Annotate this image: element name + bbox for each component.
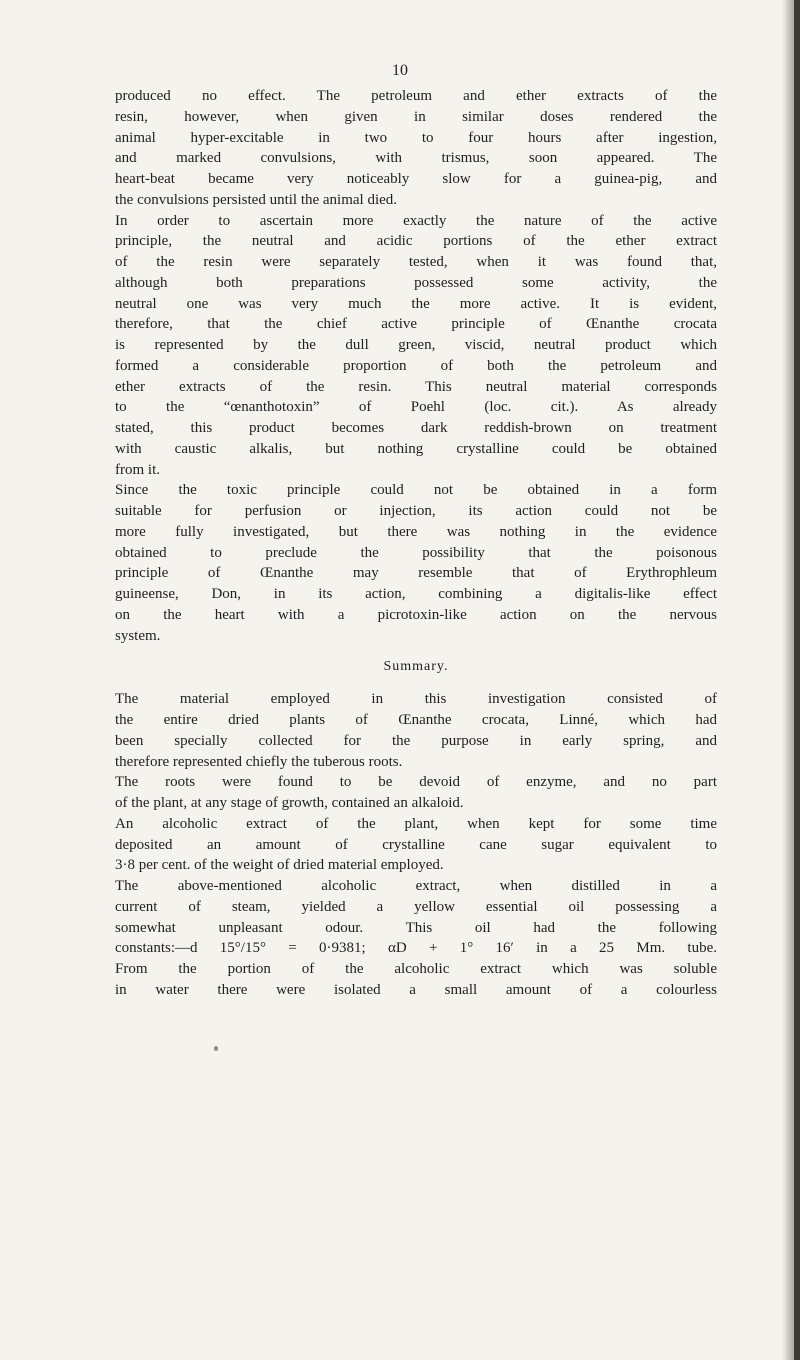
text-line: 3·8 per cent. of the weight of dried material employed.	[115, 857, 444, 874]
section-main	[115, 86, 717, 646]
text-line: deposited an amount of crystalline cane sugar equivalent to	[115, 836, 717, 853]
text-line: to the “œnanthotoxin” of Poehl (loc. cit.). As already	[115, 399, 717, 416]
text-line: heart-beat became very noticeably slow for a guinea-pig, and	[115, 171, 717, 187]
body-text	[115, 86, 717, 1001]
text-line: guineense, Don, in its action, combining a digitalis-like effect	[115, 586, 717, 602]
text-line: The above-mentioned alcoholic extract, when distilled in a	[115, 878, 717, 894]
page-number: 10	[392, 62, 408, 79]
text-line: system.	[115, 627, 161, 644]
text-line: ether extracts of the resin. This neutral material corresponds	[115, 378, 717, 395]
section-heading-summary: Summary.	[383, 659, 449, 675]
text-line: From the portion of the alcoholic extract which was soluble	[115, 961, 717, 977]
text-line: the convulsions persisted until the animal died.	[115, 191, 398, 208]
text-line: of the resin were separately tested, when it was found that,	[115, 254, 717, 270]
text-line: somewhat unpleasant odour. This oil had the following	[115, 919, 717, 936]
text-line: of the plant, at any stage of growth, contained an alkaloid.	[115, 795, 464, 811]
text-line: constants:—d 15°/15° = 0·9381; αD + 1° 16′ in a 25 Mm. tube.	[115, 940, 717, 957]
text-line: with caustic alkalis, but nothing crystalline could be obtained	[115, 440, 717, 457]
text-line: An alcoholic extract of the plant, when kept for some time	[115, 815, 717, 832]
text-line: been specially collected for the purpose in early spring, and	[115, 732, 717, 749]
text-line: principle of Œnanthe may resemble that of Erythrophleum	[115, 565, 717, 582]
text-line: The roots were found to be devoid of enzyme, and no part	[115, 774, 717, 791]
text-line: in water there were isolated a small amount of a colourless	[115, 981, 717, 998]
text-line: obtained to preclude the possibility that the poisonous	[115, 544, 717, 561]
text-line: resin, however, when given in similar doses rendered the	[115, 108, 717, 125]
text-line: suitable for perfusion or injection, its action could not be	[115, 503, 717, 519]
page-edge	[794, 0, 800, 1360]
text-line: Since the toxic principle could not be obtained in a form	[115, 482, 717, 499]
text-line: and marked convulsions, with trismus, soon appeared. The	[115, 150, 717, 167]
text-line: stated, this product becomes dark reddish-brown on treatment	[115, 420, 717, 436]
text-line: current of steam, yielded a yellow essential oil possessing a	[115, 898, 717, 915]
text-line: although both preparations possessed some activity, the	[115, 274, 717, 291]
text-line: on the heart with a picrotoxin-like action on the nervous	[115, 606, 717, 623]
section-summary	[115, 689, 717, 1000]
text-line: animal hyper-excitable in two to four hours after ingestion,	[115, 129, 717, 146]
paper-speck	[214, 1046, 218, 1051]
text-line: produced no effect. The petroleum and ether extracts of the	[115, 88, 717, 104]
text-line: formed a considerable proportion of both the petroleum and	[115, 357, 717, 374]
text-line: therefore represented chiefly the tuberous roots.	[115, 753, 403, 770]
text-line: therefore, that the chief active principle of Œnanthe crocata	[115, 316, 717, 333]
text-line: The material employed in this investigation consisted of	[115, 691, 717, 708]
text-line: the entire dried plants of Œnanthe crocata, Linné, which had	[115, 712, 717, 728]
text-line: neutral one was very much the more active. It is evident,	[115, 295, 717, 312]
text-line: In order to ascertain more exactly the nature of the active	[115, 212, 717, 229]
text-line: from it.	[115, 461, 160, 478]
text-line: principle, the neutral and acidic portions of the ether extract	[115, 233, 717, 250]
text-line: more fully investigated, but there was nothing in the evidence	[115, 523, 717, 540]
text-line: is represented by the dull green, viscid, neutral product which	[115, 337, 717, 353]
